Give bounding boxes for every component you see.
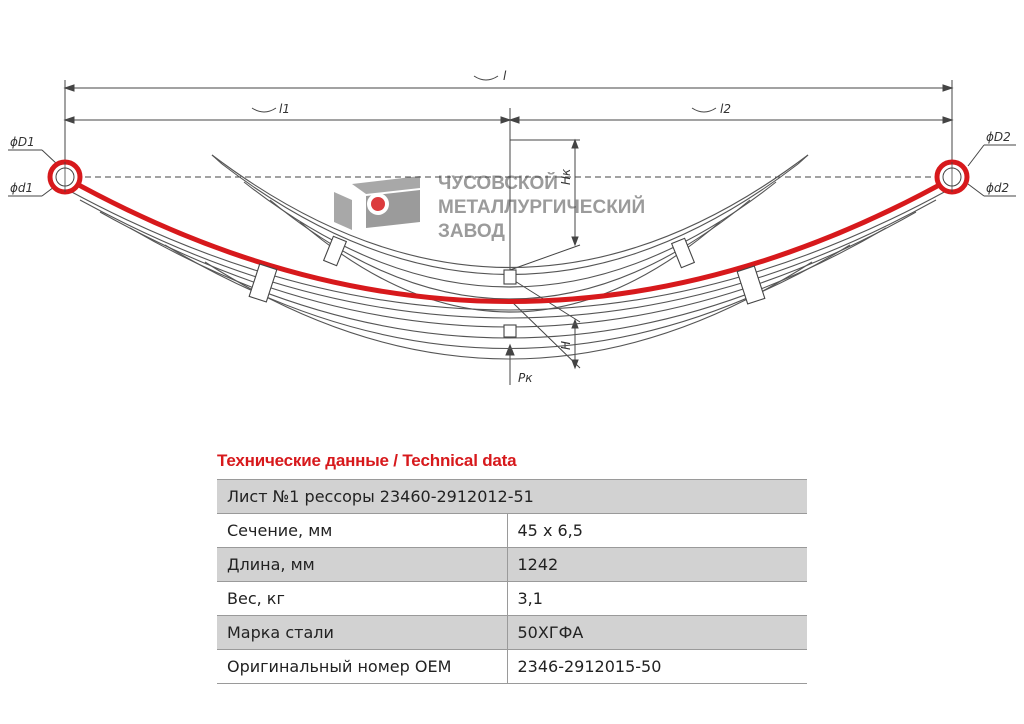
left-eye (50, 162, 80, 192)
table-row (217, 616, 807, 650)
technical-data-table (217, 479, 807, 684)
dim-label-l: l (503, 69, 507, 83)
dim-label-l1: l1 (279, 102, 290, 116)
dim-label-d2: ϕd2 (986, 181, 1010, 195)
logo-line-2: МЕТАЛЛУРГИЧЕСКИЙ (438, 197, 646, 218)
dimension-lines (8, 76, 1016, 385)
company-logo (334, 172, 645, 242)
row-label: Сечение, мм (217, 514, 507, 548)
dim-label-H: H (559, 340, 573, 350)
logo-line-1: ЧУСОВСКОЙ (438, 173, 558, 194)
dim-label-D1: ϕD1 (10, 135, 35, 149)
dim-label-l2: l2 (720, 102, 731, 116)
table-row (217, 582, 807, 616)
row-label: Длина, мм (217, 548, 507, 582)
row-label: Оригинальный номер OEM (217, 650, 507, 684)
technical-data-title: Технические данные / Technical data (217, 451, 517, 470)
row-value: 2346-2912015-50 (507, 650, 807, 684)
logo-line-3: ЗАВОД (438, 221, 505, 242)
dim-label-D2: ϕD2 (986, 130, 1011, 144)
row-value: 3,1 (507, 582, 807, 616)
row-value: 45 х 6,5 (507, 514, 807, 548)
dim-label-d1: ϕd1 (10, 181, 34, 195)
right-eye (937, 162, 967, 192)
row-label: Марка стали (217, 616, 507, 650)
row-label: Вес, кг (217, 582, 507, 616)
table-row (217, 548, 807, 582)
row-value: 50ХГФА (507, 616, 807, 650)
dim-label-Pk: Pк (518, 371, 533, 385)
table-header-row (217, 480, 807, 514)
table-row (217, 514, 807, 548)
table-row (217, 650, 807, 684)
row-value: 1242 (507, 548, 807, 582)
table-header: Лист №1 рессоры 23460-2912012-51 (217, 480, 807, 514)
dim-label-Hk: Hк (559, 168, 573, 185)
